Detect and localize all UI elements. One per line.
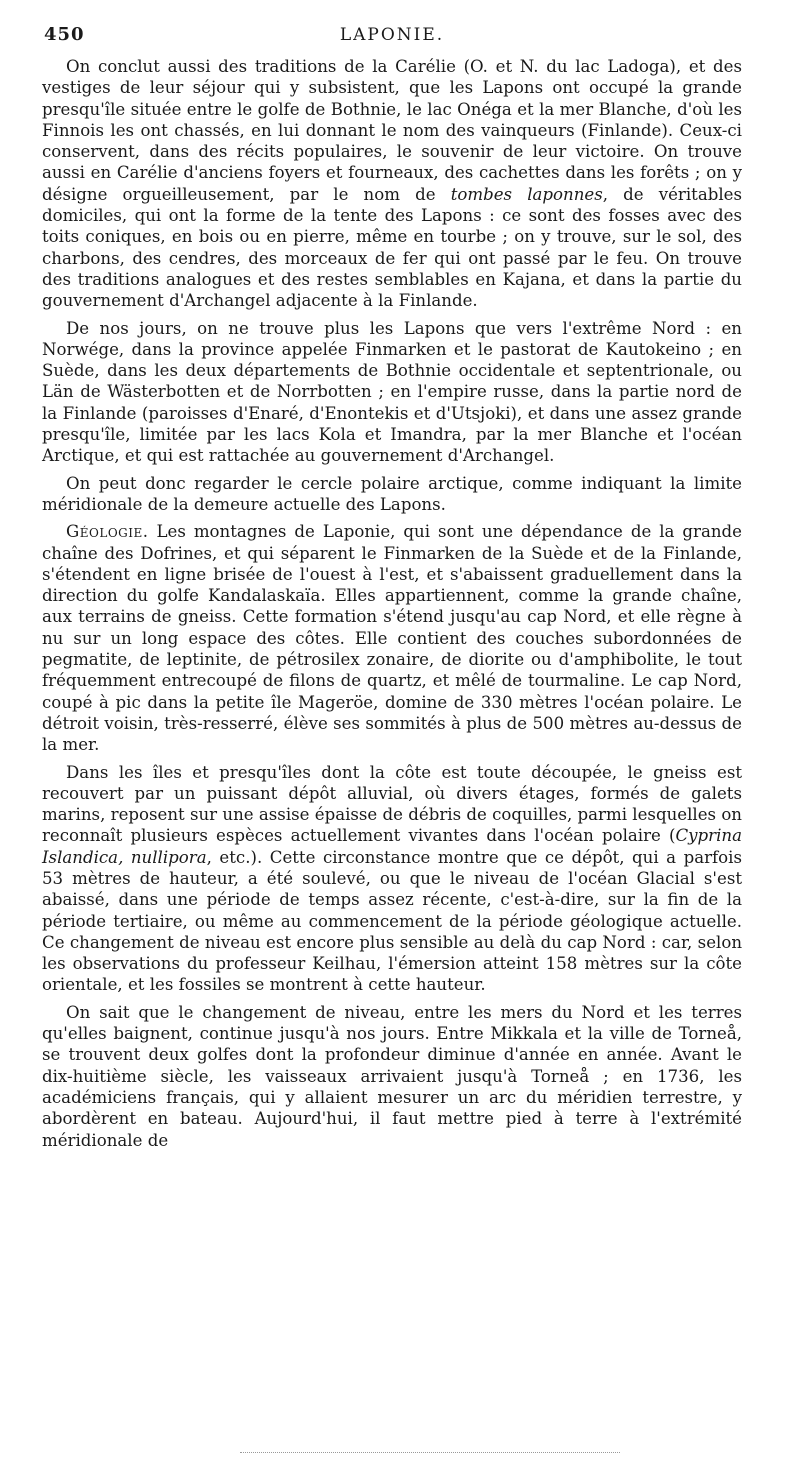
running-title: LAPONIE. <box>339 25 445 45</box>
text-segment: On sait que le changement de niveau, entre les mers du Nord et les terres qu'elles baignent, continue jusqu'à nos jours. Entre Mikkala et la ville de Torneå, se trouvent deux golfes dont la profondeur diminue d'année en année. Avant le dix-huitième siècle, les vaisseaux arrivaient jusqu'à Torneå ; en 1736, les académiciens français, qui y allaient mesurer un arc du méridien terrestre, y abordèrent en bateau. Aujourd'hui, il faut mettre pied à terre à l'extrémité méridionale de <box>42 1002 742 1150</box>
paragraph-carelie <box>42 56 742 312</box>
text-segment: De nos jours, on ne trouve plus les Lapons que vers l'extrême Nord : en Norwége, dans la province appelée Finmarken et le pastorat de Kautokeino ; en Suède, dans les deux départements de Bothnie occidentale et septentrionale, ou Län de Wästerbotten et de Norrbotten ; en l'empire russe, dans la partie nord de la Finlande (paroisses d'Enaré, d'Enontekis et d'Utsjoki), et dans une assez grande presqu'île, limitée par les lacs Kola et Imandra, par la mer Blanche et l'océan Arctique, et qui est rattachée au gouvernement d'Archangel. <box>42 318 742 466</box>
text-segment: , etc.). Cette circonstance montre que ce dépôt, qui a parfois 53 mètres de hauteur, a été soulevé, ou que le niveau de l'océan Glacial s'est abaissé, dans une période de temps assez récente, c'est-à-dire, sur la fin de la période tertiaire, ou même au commencement de la période géologique actuelle. Ce changement de niveau est encore plus sensible au delà du cap Nord : car, selon les observations du professeur Keilhau, l'émersion atteint 158 mètres sur la côte orientale, et les fossiles se montrent à cette hauteur. <box>42 847 742 995</box>
text-segment: Les montagnes de Laponie, qui sont une dépendance de la grande chaîne des Dofrines, et qui séparent le Finmarken de la Suède et de la Finlande, s'étendent en ligne brisée de l'ouest à l'est, et s'abaissent graduellement dans la direction du golfe Kandalaskaïa. Elles appartiennent, comme la grande chaîne, aux terrains de gneiss. Cette formation s'étend jusqu'au cap Nord, et elle règne à nu sur un long espace des côtes. Elle contient des couches subordonnées de pegmatite, de leptinite, de pétrosilex zonaire, de diorite ou d'amphibolite, le tout fréquemment entrecoupé de filons de quartz, et mêlé de tourmaline. Le cap Nord, coupé à pic dans la petite île Mageröe, domine de 330 mètres l'océan polaire. Le détroit voisin, très-resserré, élève ses sommités à plus de 500 mètres au-dessus de la mer. <box>42 522 742 755</box>
paragraph-niveau <box>42 1002 742 1151</box>
text-segment: On conclut aussi des traditions de la Carélie (O. et N. du lac Ladoga), et des vestiges de leur séjour qui y subsistent, que les Lapons ont occupé la grande presqu'île située entre le golfe de Bothnie, le lac Onéga et la mer Blanche, d'où les Finnois les ont chassés, en lui donnant le nom des vainqueurs (Finlande). Ceux-ci conservent, dans des récits populaires, le souvenir de leur victoire. On trouve aussi en Carélie d'anciens foyers et fourneaux, des cachettes dans les forêts ; on y désigne orgueilleusement, par le nom de <box>42 57 742 204</box>
paragraph-geologie <box>42 521 742 755</box>
paragraph-cercle-polaire <box>42 473 742 516</box>
running-head <box>42 22 742 52</box>
body-text <box>42 56 742 1151</box>
text-segment: On peut donc regarder le cercle polaire arctique, comme indiquant la limite méridionale de la demeure actuelle des Lapons. <box>42 473 742 514</box>
page <box>42 22 742 1157</box>
text-segment: Dans les îles et presqu'îles dont la côte est toute découpée, le gneiss est recouvert par un puissant dépôt alluvial, où divers étages, formés de galets marins, reposent sur une assise épaisse de débris de coquilles, parmi lesquelles on reconnaît plusieurs espèces actuellement vivantes dans l'océan polaire ( <box>42 762 742 846</box>
paragraph-iles <box>42 762 742 996</box>
section-heading: Géologie. <box>66 522 149 542</box>
footer-rule <box>240 1452 620 1453</box>
italic-term: tombes laponnes <box>450 184 603 204</box>
text-segment: , de véritables domiciles, qui ont la forme de la tente des Lapons : ce sont des fosses avec des toits coniques, en bois ou en pierre, même en tourbe ; on y trouve, sur le sol, des charbons, des cendres, des morceaux de fer qui ont passé par le feu. On trouve des traditions analogues et des restes semblables en Kajana, et dans la partie du gouvernement d'Archangel adjacente à la Finlande. <box>42 184 743 311</box>
italic-term: Cyprina Islandica, nullipora <box>42 826 742 867</box>
page-number: 450 <box>44 24 85 45</box>
paragraph-extreme-nord <box>42 318 742 467</box>
